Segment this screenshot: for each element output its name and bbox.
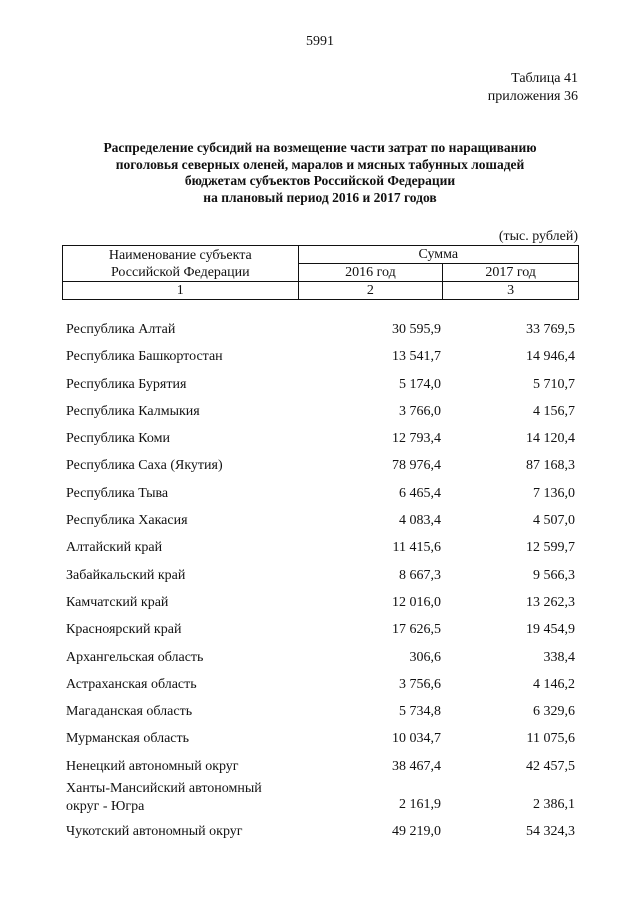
header-col-3: 3 xyxy=(443,282,579,300)
row-subject: Алтайский край xyxy=(66,540,163,556)
row-value-2016: 13 541,7 xyxy=(392,349,441,365)
row-value-2017: 2 386,1 xyxy=(533,797,575,813)
document-title xyxy=(60,140,580,206)
appendix-number: приложения 36 xyxy=(487,89,578,104)
row-value-2017: 19 454,9 xyxy=(526,622,575,638)
row-subject: Республика Коми xyxy=(66,431,170,447)
units-label: (тыс. рублей) xyxy=(498,229,578,244)
title-line-1: Распределение субсидий на возмещение части затрат по наращиванию xyxy=(103,140,537,155)
row-subject: Астраханская область xyxy=(66,676,197,692)
table-body xyxy=(62,318,579,847)
row-subject: Магаданская область xyxy=(66,704,193,720)
table-row xyxy=(62,318,579,345)
row-value-2016: 4 083,4 xyxy=(399,513,441,529)
row-value-2017: 12 599,7 xyxy=(526,540,575,556)
row-value-2017: 54 324,3 xyxy=(526,824,575,840)
table-row xyxy=(62,564,579,591)
row-value-2016: 3 756,6 xyxy=(399,676,441,692)
row-value-2017: 11 075,6 xyxy=(526,731,575,747)
page-number: 5991 xyxy=(306,34,334,49)
row-subject: Забайкальский край xyxy=(66,567,186,583)
row-value-2017: 14 120,4 xyxy=(526,431,575,447)
row-subject: Республика Тыва xyxy=(66,485,169,501)
table-row xyxy=(62,536,579,563)
row-value-2016: 10 034,7 xyxy=(392,731,441,747)
row-value-2017: 4 146,2 xyxy=(533,676,575,692)
row-value-2017: 7 136,0 xyxy=(533,485,575,501)
row-subject: Республика Башкортостан xyxy=(66,349,223,365)
row-value-2017: 9 566,3 xyxy=(533,567,575,583)
row-value-2017: 42 457,5 xyxy=(526,758,575,774)
row-value-2016: 12 016,0 xyxy=(392,594,441,610)
table-row xyxy=(62,618,579,645)
table-number: Таблица 41 xyxy=(511,71,578,86)
header-col-2: 2 xyxy=(298,282,443,300)
row-value-2017: 4 156,7 xyxy=(533,403,575,419)
row-subject: Ханты-Мансийский автономный округ - Югра xyxy=(66,781,262,815)
table-row xyxy=(62,782,579,820)
row-value-2017: 87 168,3 xyxy=(526,458,575,474)
title-line-3: бюджетам субъектов Российской Федерации xyxy=(184,173,456,188)
header-subject-line-2: Российской Федерации xyxy=(110,264,250,280)
row-subject: Ненецкий автономный округ xyxy=(66,758,239,774)
row-value-2016: 30 595,9 xyxy=(392,322,441,337)
row-subject: Республика Хакасия xyxy=(66,513,188,529)
row-value-2016: 11 415,6 xyxy=(392,540,441,556)
row-value-2017: 14 946,4 xyxy=(526,349,575,365)
table-header xyxy=(62,245,579,300)
row-value-2016: 6 465,4 xyxy=(399,485,441,501)
row-value-2017: 338,4 xyxy=(543,649,575,665)
table-row xyxy=(62,673,579,700)
row-value-2017: 33 769,5 xyxy=(526,322,575,337)
table-row xyxy=(62,454,579,481)
header-year-2017: 2017 год xyxy=(443,264,579,282)
table-row xyxy=(62,591,579,618)
row-value-2017: 5 710,7 xyxy=(533,376,575,392)
table-row xyxy=(62,646,579,673)
row-subject: Красноярский край xyxy=(66,622,182,638)
row-value-2016: 5 174,0 xyxy=(399,376,441,392)
title-line-2: поголовья северных оленей, маралов и мясных табунных лошадей xyxy=(115,156,525,172)
table-row xyxy=(62,400,579,427)
row-value-2016: 306,6 xyxy=(409,649,441,665)
row-subject: Республика Алтай xyxy=(66,322,176,337)
header-sum: Сумма xyxy=(298,246,578,264)
header-subject-name xyxy=(63,246,299,282)
table-row xyxy=(62,373,579,400)
table-row xyxy=(62,820,579,847)
row-subject: Камчатский край xyxy=(66,594,169,610)
row-subject: Республика Саха (Якутия) xyxy=(66,458,223,474)
table-row xyxy=(62,727,579,754)
row-value-2017: 6 329,6 xyxy=(533,704,575,720)
row-subject: Мурманская область xyxy=(66,731,190,747)
row-value-2016: 17 626,5 xyxy=(392,622,441,638)
row-subject: Республика Калмыкия xyxy=(66,403,200,419)
row-value-2016: 38 467,4 xyxy=(392,758,441,774)
header-col-1: 1 xyxy=(63,282,299,300)
row-value-2016: 12 793,4 xyxy=(392,431,441,447)
row-value-2016: 8 667,3 xyxy=(399,567,441,583)
table-row xyxy=(62,700,579,727)
row-subject: Архангельская область xyxy=(66,649,204,665)
row-value-2016: 2 161,9 xyxy=(399,797,441,813)
row-subject: Чукотский автономный округ xyxy=(66,824,243,840)
row-subject: Республика Бурятия xyxy=(66,376,187,392)
table-row xyxy=(62,509,579,536)
title-line-4: на плановый период 2016 и 2017 годов xyxy=(203,189,437,205)
row-value-2016: 3 766,0 xyxy=(399,403,441,419)
row-value-2017: 4 507,0 xyxy=(533,513,575,529)
table-row xyxy=(62,427,579,454)
row-value-2017: 13 262,3 xyxy=(526,594,575,610)
table-reference xyxy=(488,70,578,106)
table-row xyxy=(62,345,579,372)
header-year-2016: 2016 год xyxy=(298,264,443,282)
row-value-2016: 49 219,0 xyxy=(392,824,441,840)
row-value-2016: 78 976,4 xyxy=(392,458,441,474)
table-row xyxy=(62,755,579,782)
row-value-2016: 5 734,8 xyxy=(399,704,441,720)
table-row xyxy=(62,482,579,509)
header-subject-line-1: Наименование субъекта xyxy=(108,247,252,263)
